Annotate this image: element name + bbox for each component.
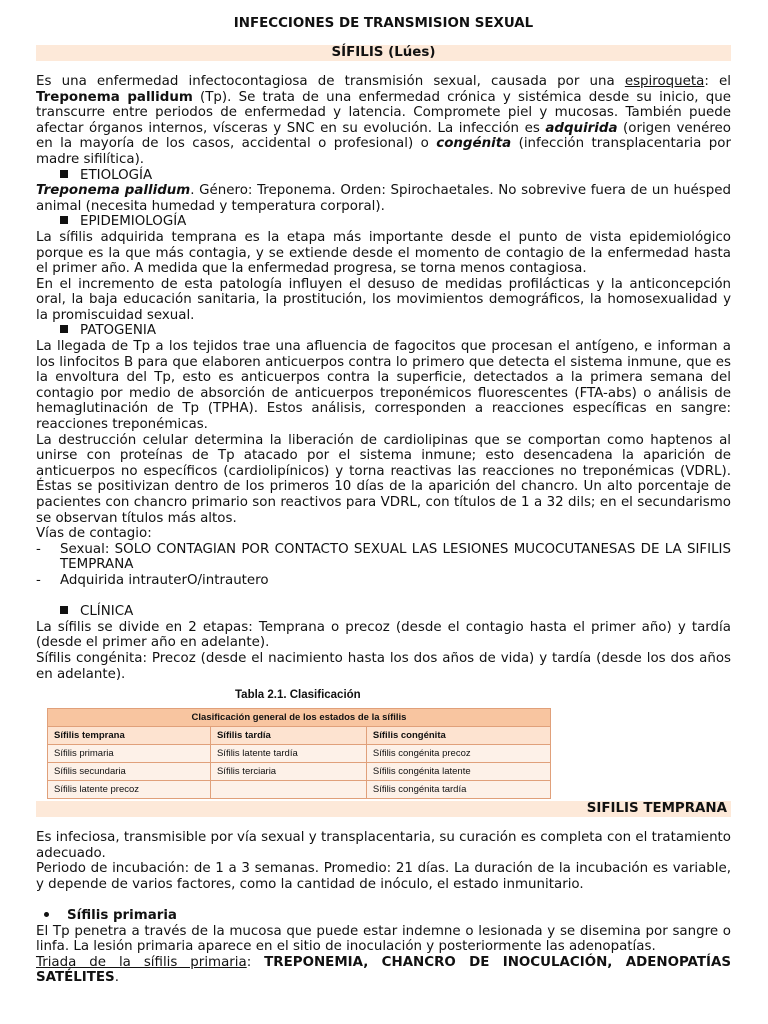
document-page <box>36 16 731 986</box>
table-cell: Sífilis latente tardía <box>210 745 366 763</box>
square-bullet-icon <box>60 216 68 224</box>
patogenia-paragraph-1: La llegada de Tp a los tejidos trae una afluencia de fagocitos que procesan el antígeno, e informan a los linfocitos B para que elaboren anticuerpos contra lo primero que detecta el sistema inmune, que es la envoltura del Tp, esto es anticuerpos contra la superficie, detectados a la primera semana del contagio por medio de absorción de anticuerpos treponémicos fluorescentes (FTA-abs) o análisis de hemaglutinación de Tp (TPHA). Estos análisis, corresponden a reacciones específicas en sangre: reacciones treponémicas. <box>36 339 731 433</box>
triada-sep: : <box>246 954 265 970</box>
table-header: Clasificación general de los estados de la sífilis <box>48 709 551 727</box>
table-cell: Sífilis primaria <box>48 745 211 763</box>
section-heading-clinica <box>36 604 731 620</box>
intro-bold-adquirida: adquirida <box>545 120 618 136</box>
intro-bold-treponema: Treponema pallidum <box>36 89 193 105</box>
dash-bullet: - <box>36 541 41 557</box>
patogenia-paragraph-2: La destrucción celular determina la liberación de cardiolipinas que se comportan como haptenos al unirse con proteínas de Tp atacado por el sistema inmune; esto desencadena la aparición de anticuerpos no específicos (cardiolipínicos) y torna reactivas las reacciones no treponémicas (VDRL). Éstas se positivizan dentro de los primeros 10 días de la aparición del chancro. Un alto porcentaje de pacientes con chancro primario son reactivos para VDRL, con títulos de 1 a 32 dils; en el secundarismo se observan títulos más altos. <box>36 432 731 526</box>
section-heading-sifilis-temprana: SIFILIS TEMPRANA <box>36 801 731 817</box>
espiroqueta-link[interactable]: espiroqueta <box>624 73 705 89</box>
list-item-text: Adquirida intrauterO/intrautero <box>60 572 269 588</box>
triada-paragraph <box>36 955 731 986</box>
epidemiologia-paragraph-1: La sífilis adquirida temprana es la etapa más importante desde el punto de vista epidemiológico porque es la que más contagia, y se extiende desde el momento de contagio de la enfermedad hasta el primer año. A medida que la enfermedad progresa, se torna menos contagiosa. <box>36 229 731 277</box>
section-heading-patogenia <box>36 323 731 339</box>
table-row <box>48 745 551 763</box>
temprana-paragraph-2: Periodo de incubación: de 1 a 3 semanas. Promedio: 21 días. La duración de la incubación es variable, y depende de varios factores, como la cantidad de inóculo, el estado inmunitario. <box>36 861 731 892</box>
intro-text-3: (Tp). Se trata de una enfermedad crónica y sistémica desde su inicio, que transcurre entre periodos de enfermedad y latencia. Compromete piel y mucosas. También puede afectar órganos internos, vísceras y SNC en su evolución. La infección es <box>36 89 731 136</box>
etiologia-bold: Treponema pallidum <box>36 183 191 199</box>
table-cell: Sífilis latente precoz <box>48 781 211 799</box>
list-item-text: Sexual: SOLO CONTAGIAN POR CONTACTO SEXUAL LAS LESIONES MUCOCUTANESAS DE LA SIFILIS TEMPRANA <box>60 541 731 573</box>
table-row <box>48 781 551 799</box>
heading-label: Sífilis primaria <box>67 908 177 924</box>
section-heading-etiologia <box>36 168 731 184</box>
triada-bold: TREPONEMIA, CHANCRO DE INOCULACIÓN, ADENOPATÍAS SATÉLITES <box>36 954 731 986</box>
clinica-paragraph-2: Sífilis congénita: Precoz (desde el nacimiento hasta los dos años de vida) y tardía (desde los dos años en adelante). <box>36 650 731 682</box>
square-bullet-icon <box>60 325 68 333</box>
clinica-paragraph-1: La sífilis se divide en 2 etapas: Temprana o precoz (desde el contagio hasta el primer año) y tardía (desde el primer año en adelante). <box>36 619 731 651</box>
epidemiologia-paragraph-2: En el incremento de esta patología influyen el desuso de medidas profilácticas y la anticoncepción oral, la baja educación sanitaria, la prostitución, los movimientos demográficos, la homosexualidad y la promiscuidad sexual. <box>36 276 731 323</box>
etiologia-paragraph <box>36 183 731 214</box>
intro-text-4: (origen venéreo en la mayoría de los casos, accidental o profesional) o <box>36 120 731 152</box>
list-item <box>36 542 731 573</box>
classification-table <box>47 708 551 799</box>
dash-bullet: - <box>36 572 41 588</box>
heading-label: PATOGENIA <box>80 323 157 339</box>
triada-label: Triada de la sífilis primaria <box>36 954 247 970</box>
table-cell: Sífilis congénita tardía <box>366 781 550 799</box>
heading-label: EPIDEMIOLOGÍA <box>80 214 187 230</box>
column-header: Sífilis congénita <box>366 727 550 745</box>
section-heading-sifilis-primaria <box>36 908 731 924</box>
document-title: INFECCIONES DE TRANSMISION SEXUAL <box>233 16 534 31</box>
blank-line <box>36 589 731 605</box>
table-cell: Sífilis congénita precoz <box>366 745 550 763</box>
table-cell <box>210 781 366 799</box>
document-subtitle: SÍFILIS (Lúes) <box>36 45 731 61</box>
round-bullet-icon <box>44 912 49 917</box>
heading-label: ETIOLOGÍA <box>80 167 153 183</box>
blank-line <box>36 892 731 908</box>
section-heading-epidemiologia <box>36 214 731 230</box>
column-header: Sífilis temprana <box>48 727 211 745</box>
primaria-paragraph: El Tp penetra a través de la mucosa que puede estar indemne o lesionada y se disemina por sangre o linfa. La lesión primaria aparece en el sitio de inoculación y posteriormente las adenopatías. <box>36 923 731 955</box>
square-bullet-icon <box>60 170 68 178</box>
table-cell: Sífilis secundaria <box>48 763 211 781</box>
table-row <box>48 763 551 781</box>
table-cell: Sífilis terciaria <box>210 763 366 781</box>
intro-paragraph <box>36 74 731 168</box>
heading-label: CLÍNICA <box>80 604 134 620</box>
column-header: Sífilis tardía <box>210 727 366 745</box>
table-caption: Tabla 2.1. Clasificación <box>235 689 361 702</box>
table-cell: Sífilis congénita latente <box>366 763 550 781</box>
square-bullet-icon <box>60 606 68 614</box>
triada-end: . <box>114 970 119 986</box>
intro-text-1: Es una enfermedad infectocontagiosa de transmisión sexual, causada por una <box>36 73 625 89</box>
vias-contagio-label: Vías de contagio: <box>36 526 152 542</box>
intro-text-2: : el <box>704 73 731 89</box>
intro-bold-congenita: congénita <box>436 136 512 152</box>
intro-text-5: (infección transplacentaria por madre sifilítica). <box>36 136 731 167</box>
list-item <box>36 573 731 589</box>
etiologia-text: . Género: Treponema. Orden: Spirochaetales. No sobrevive fuera de un huésped animal (necesita humedad y temperatura corporal). <box>36 183 731 214</box>
temprana-paragraph-1: Es infeciosa, transmisible por vía sexual y transplacentaria, su curación es completa con el tratamiento adecuado. <box>36 830 731 861</box>
